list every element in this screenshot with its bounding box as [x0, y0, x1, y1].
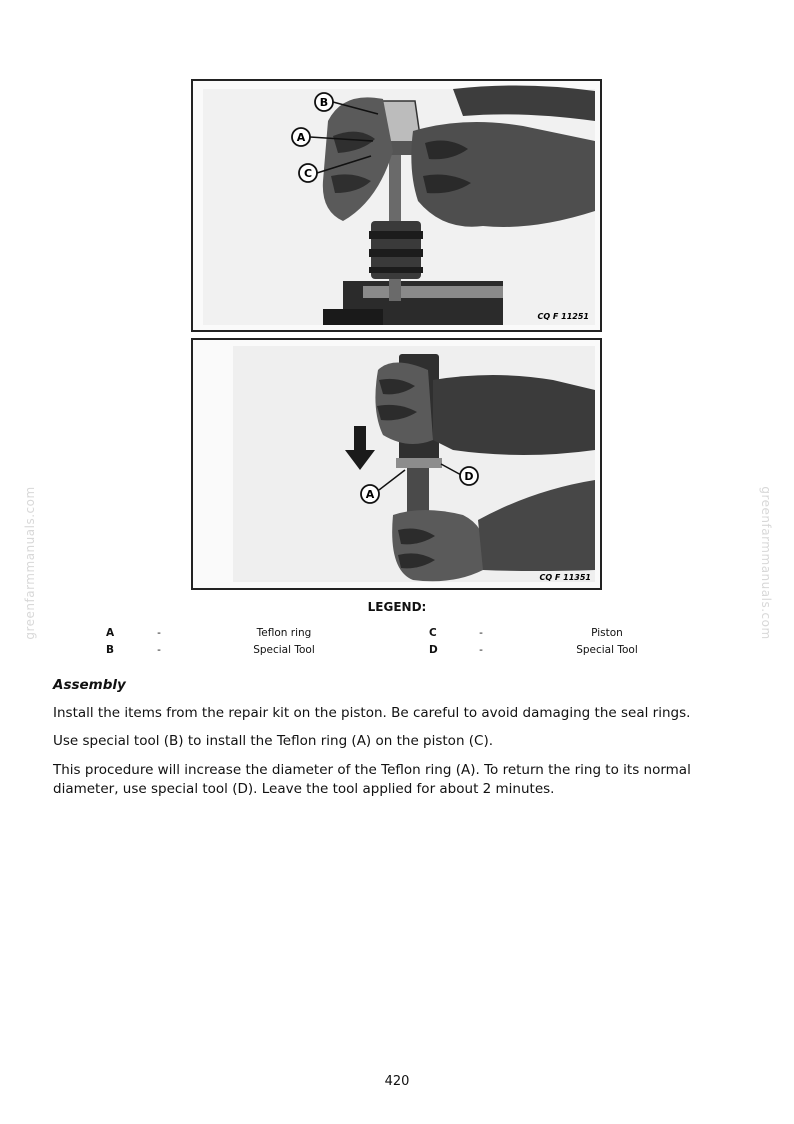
figure-code: CQ F 11351 [539, 573, 591, 582]
callout-c-label: C [303, 167, 313, 180]
page-number: 420 [384, 1074, 410, 1089]
watermark-left: greenfarmmanuals.com [23, 486, 37, 640]
figure-code: CQ F 11251 [537, 312, 589, 321]
legend-text: Special Tool [576, 644, 638, 656]
paragraph: Use special tool (B) to install the Teflon ring (A) on the piston (C). [53, 733, 494, 749]
figure-ring-resize [191, 338, 602, 590]
legend-key: D [429, 644, 438, 656]
callout-d-label: D [464, 470, 474, 483]
legend-text: Special Tool [253, 644, 315, 656]
paragraph: Install the items from the repair kit on the piston. Be careful to avoid damaging the seal rings. [53, 705, 691, 721]
callout-a-label: A [365, 488, 375, 501]
callout-b-label: B [319, 96, 329, 109]
callout-a-label: A [296, 131, 306, 144]
photo-piston-install [193, 81, 600, 330]
legend-dash: - [479, 644, 483, 656]
legend-dash: - [157, 644, 161, 656]
legend-title: LEGEND: [367, 600, 427, 614]
legend-text: Teflon ring [256, 627, 312, 639]
legend-dash: - [157, 627, 161, 639]
watermark-right: greenfarmmanuals.com [759, 486, 773, 640]
legend-key: B [106, 644, 115, 656]
legend-key: A [106, 627, 115, 639]
section-heading: Assembly [53, 677, 126, 693]
photo-ring-resize [193, 340, 600, 588]
down-arrow-icon [354, 426, 366, 452]
legend-row [0, 627, 794, 643]
paragraph: This procedure will increase the diameter of the Teflon ring (A). To return the ring to its normal diameter, use special tool (D). Leave the tool applied for about 2 minutes. [53, 762, 691, 797]
legend-key: C [429, 627, 437, 639]
legend-text: Piston [591, 627, 623, 639]
legend-row [0, 644, 794, 660]
figure-teflon-ring-install [191, 79, 602, 332]
legend-dash: - [479, 627, 483, 639]
